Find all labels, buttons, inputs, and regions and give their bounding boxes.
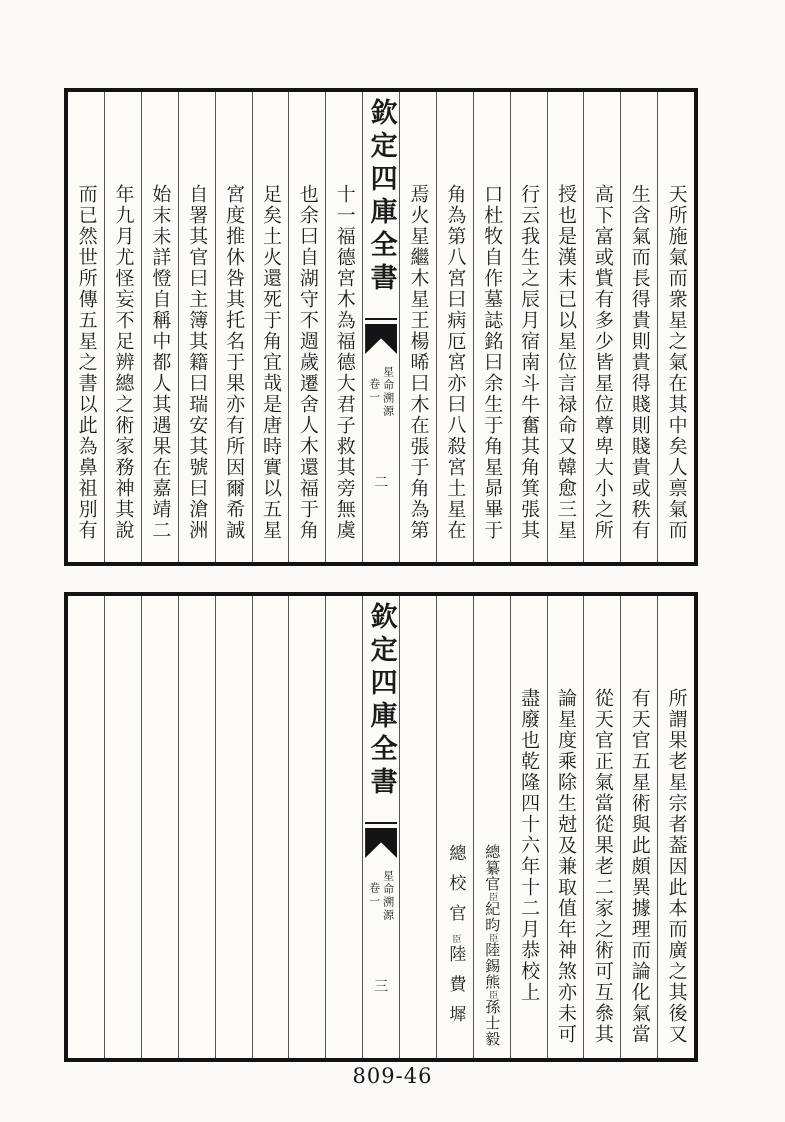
juan-label: 卷一	[367, 378, 381, 404]
text-column	[510, 596, 547, 1058]
series-title: 欽定四庫全書	[365, 602, 397, 800]
text-column	[510, 92, 547, 562]
colophon-proofreader	[445, 844, 466, 1035]
banxin-rule	[365, 318, 397, 320]
folio-number: 三	[374, 979, 389, 995]
banxin-subtitle	[363, 870, 399, 922]
empty-column	[104, 596, 141, 1058]
text-column	[657, 596, 694, 1058]
proofreader-name: 陸費墀	[445, 945, 466, 1035]
empty-column	[325, 596, 362, 1058]
column-text: 天所施氣而衆星之氣在其中矣人禀氣而	[665, 184, 688, 541]
colophon-compilers-column	[473, 596, 510, 1058]
honorific-chen: 臣	[450, 934, 461, 945]
text-column	[473, 92, 510, 562]
text-column	[68, 92, 104, 562]
text-column	[620, 596, 657, 1058]
proofreader-label: 總校官	[445, 844, 466, 934]
text-column	[141, 92, 178, 562]
compiler-name: 孫士毅	[483, 999, 502, 1047]
text-column	[436, 92, 473, 562]
text-column	[547, 92, 584, 562]
catalog-number: 809-46	[352, 1064, 433, 1088]
text-column	[104, 92, 141, 562]
colophon-proofreader-column	[436, 596, 473, 1058]
text-column	[325, 92, 362, 562]
empty-column	[399, 596, 436, 1058]
banxin-rule	[365, 822, 397, 824]
folio-block-top	[64, 88, 698, 566]
fishtail-icon	[365, 828, 397, 858]
text-column	[399, 92, 436, 562]
empty-column	[178, 596, 215, 1058]
column-text: 自署其官曰主簿其籍曰瑞安其號曰滄洲	[186, 184, 209, 541]
honorific-chen: 臣	[487, 892, 498, 901]
honorific-chen: 臣	[487, 933, 498, 942]
text-column	[620, 92, 657, 562]
column-text: 口杜牧自作墓誌銘曰余生于角星昴畢于	[481, 184, 504, 541]
text-column	[178, 92, 215, 562]
column-text: 授也是漢末已以星位言禄命又韓愈三星	[554, 184, 577, 541]
column-text: 有天官五星術與此頗異據理而論化氣當	[628, 688, 651, 1045]
text-column	[252, 92, 289, 562]
column-text: 從天官正氣當從果老二家之術可互叅其	[591, 688, 614, 1045]
banxin-column	[362, 596, 399, 1058]
column-text: 十一福德宮木為福德大君子救其旁無虞	[333, 184, 356, 541]
column-text: 宮度推休咎其托名于果亦有所因爾希誠	[223, 184, 246, 541]
banxin-column	[362, 92, 399, 562]
empty-column	[288, 596, 325, 1058]
banxin-subtitle	[363, 366, 399, 418]
column-text: 所謂果老星宗者葢因此本而廣之其後又	[665, 688, 688, 1045]
book-title: 星命溯源	[381, 366, 395, 418]
folio-number: 二	[374, 475, 389, 491]
column-text: 論星度乘除生尅及兼取值年神煞亦未可	[554, 688, 577, 1045]
column-text: 盡廢也乾隆四十六年十二月恭校上	[518, 688, 541, 1003]
empty-column	[141, 596, 178, 1058]
column-text: 而已然世所傳五星之書以此為鼻祖別有	[75, 184, 98, 541]
text-column	[583, 92, 620, 562]
compiler-name: 紀昀	[483, 901, 502, 933]
column-text: 高下富或貲有多少皆星位尊卑大小之所	[591, 184, 614, 541]
empty-column	[68, 596, 104, 1058]
column-text: 焉火星繼木星王楊晞曰木在張于角為第	[407, 184, 430, 541]
column-text: 角為第八宮曰病厄宮亦曰八殺宮土星在	[444, 184, 467, 541]
column-text: 行云我生之辰月宿南斗牛奮其角箕張其	[518, 184, 541, 541]
fishtail-icon	[365, 324, 397, 354]
compilers-label: 總纂官	[483, 844, 502, 892]
empty-column	[215, 596, 252, 1058]
column-text: 也余曰自湖守不週歲遷舍人木還福于角	[296, 184, 319, 541]
colophon-compilers	[483, 844, 502, 1047]
column-text: 始末未詳憕自稱中都人其遇果在嘉靖二	[149, 184, 172, 541]
column-text: 足矣土火還死于角宜哉是唐時實以五星	[259, 184, 282, 541]
juan-label: 卷一	[367, 882, 381, 908]
text-column	[547, 596, 584, 1058]
text-column	[215, 92, 252, 562]
column-text: 生含氣而長得貴則貴得賤則賤貴或秩有	[628, 184, 651, 541]
empty-column	[252, 596, 289, 1058]
text-column	[288, 92, 325, 562]
series-title: 欽定四庫全書	[365, 98, 397, 296]
column-text: 年九月尤怪妄不足辨總之術家務神其說	[112, 184, 135, 541]
book-title: 星命溯源	[381, 870, 395, 922]
compiler-name: 陸錫熊	[483, 942, 502, 990]
text-column	[583, 596, 620, 1058]
honorific-chen: 臣	[487, 990, 498, 999]
text-column	[657, 92, 694, 562]
folio-block-bottom	[64, 592, 698, 1062]
